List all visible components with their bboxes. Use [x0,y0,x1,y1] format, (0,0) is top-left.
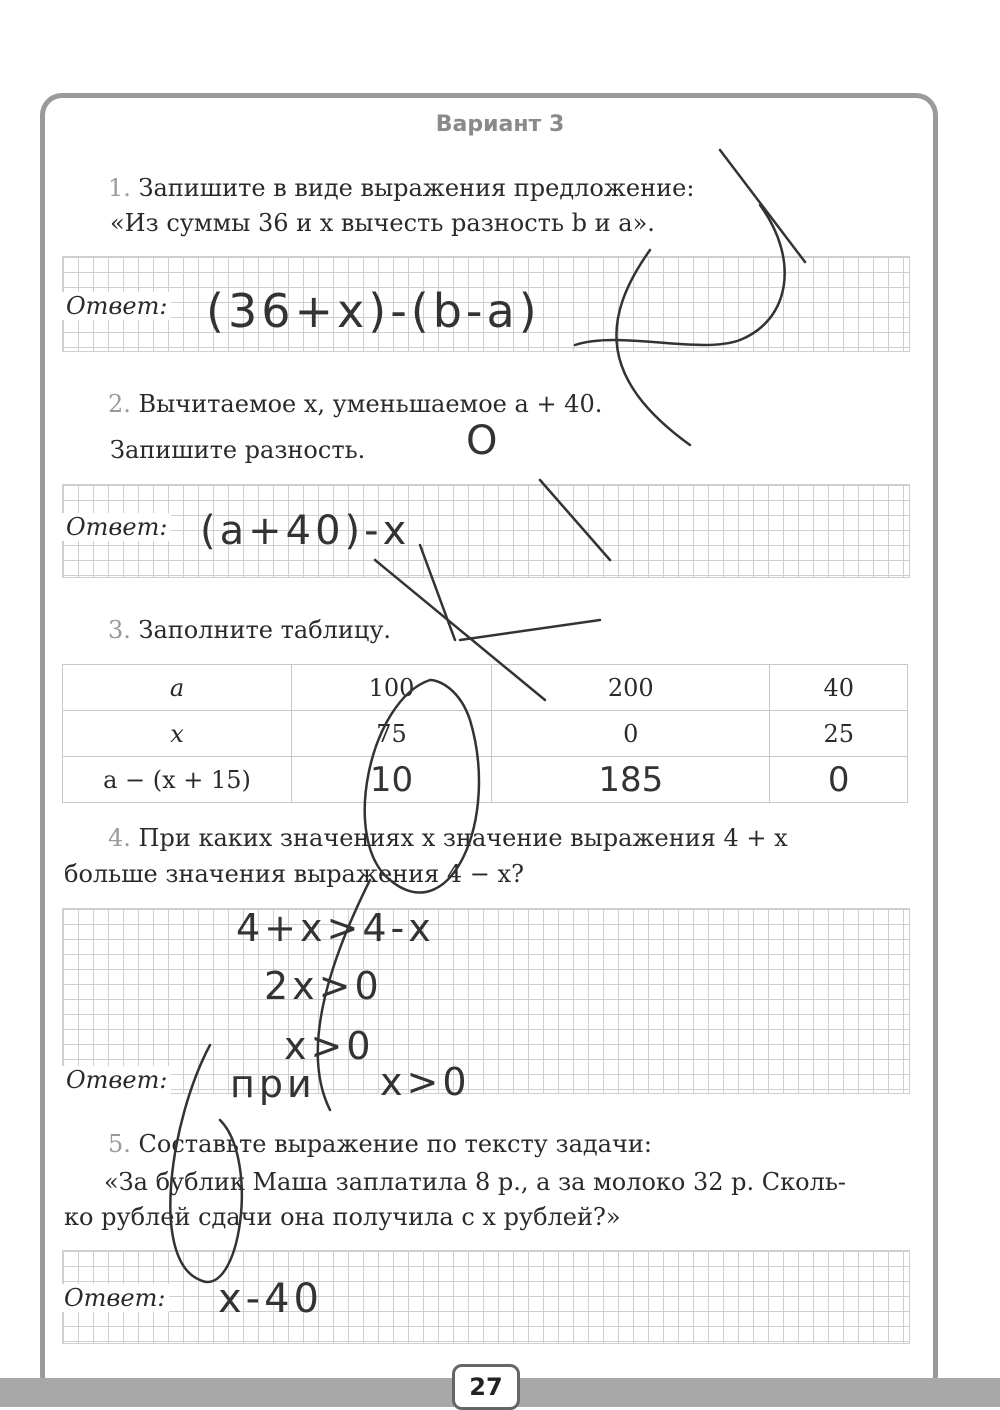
handwritten-answer-5: x-40 [218,1276,324,1322]
handwritten-answer-4: x>0 [380,1060,471,1104]
task-1-number: 1. [108,174,131,202]
table-cell: 100 [292,665,492,711]
task-5-line-3: ко рублей сдачи она получила с x рублей?» [64,1203,621,1231]
task-5-number: 5. [108,1130,131,1158]
answer-label-4: Ответ: [62,1066,171,1094]
pen-stroke [365,680,479,892]
variant-title: Вариант 3 [435,112,565,137]
handwritten-answer-4-word: при [230,1062,316,1106]
task-5-line-2: «За бублик Маша заплатила 8 р., а за молоко 32 р. Сколь- [104,1168,847,1196]
answer-label-2: Ответ: [62,513,171,541]
table-row-label: a [63,665,292,711]
task-4-text: При каких значениях x значение выражения 4 + x [138,824,788,852]
handwritten-answer-2: (a+40)-x [200,508,411,554]
handwritten-work-4-line-1: 4+x>4-x [236,906,435,950]
task-5-text: Составьте выражение по тексту задачи: [138,1130,652,1158]
handwritten-work-4-line-3: x>0 [284,1024,375,1068]
stray-mark: O [466,418,502,464]
table-row-label: a − (x + 15) [63,757,292,803]
handwritten-table-cell: 185 [492,757,770,803]
task-3-text: Заполните таблицу. [138,616,392,644]
pen-stroke [170,1045,241,1282]
task-4-number: 4. [108,824,131,852]
pen-stroke [540,480,610,560]
task-1-line-2: «Из суммы 36 и x вычесть разность b и a». [110,209,655,237]
task-2-line-2: Запишите разность. [110,436,366,464]
pen-stroke [575,205,785,345]
handwritten-table-cell: 10 [292,757,492,803]
task-2-text: Вычитаемое x, уменьшаемое a + 40. [138,390,603,418]
pen-stroke [420,545,455,640]
answer-label-1: Ответ: [62,292,171,320]
handwritten-table-cell: 0 [770,757,908,803]
handwritten-work-4-line-2: 2x>0 [264,964,383,1008]
table-cell: 40 [770,665,908,711]
table-cell: 25 [770,711,908,757]
page-number: 27 [452,1364,520,1410]
pen-stroke [616,250,690,445]
task-2-number: 2. [108,390,131,418]
task-1-text: Запишите в виде выражения предложение: [138,174,695,202]
table-cell: 75 [292,711,492,757]
pen-stroke [375,560,545,700]
task-4-line-2: больше значения выражения 4 − x? [64,860,524,888]
pen-stroke [460,620,600,640]
answer-label-5: Ответ: [60,1284,169,1312]
pen-stroke [318,880,370,1110]
table-cell: 0 [492,711,770,757]
table-cell: 200 [492,665,770,711]
table-row-label: x [63,711,292,757]
handwritten-answer-1: (36+x)-(b-a) [206,284,541,338]
pen-stroke [720,150,805,262]
task-3-number: 3. [108,616,131,644]
